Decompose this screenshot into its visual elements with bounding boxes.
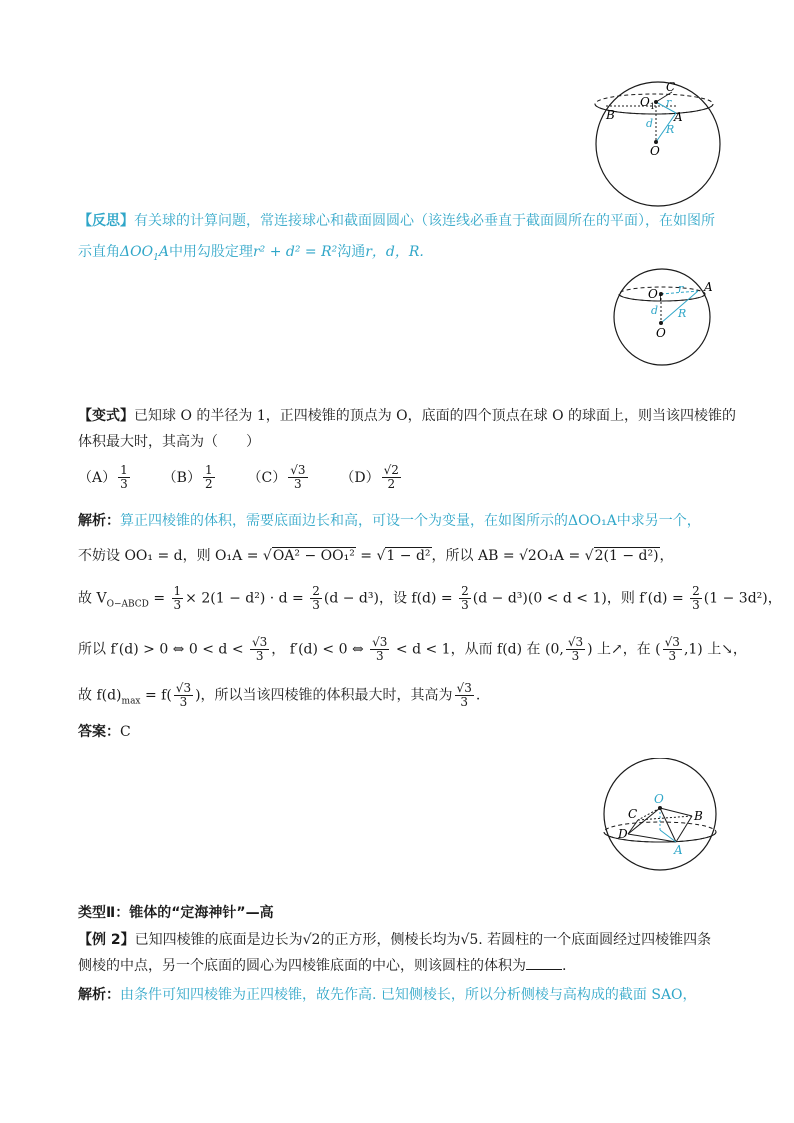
fig1-label-O: O [650,144,660,158]
bianshi-line-1 [78,406,736,426]
jiexi2-label: 解析： [78,987,120,1003]
fig1-label-d: d [646,117,654,130]
jiexi1-line-4: 所以 f′(d) > 0 ⇔ 0 < d < $\frac{√3}{3}$ ， f′(d) < 0 ⇔ $\frac{√3}{3}$ < d < 1，从而 f(d) 在 (0, $\frac{√3}{3}$ ) 上↗，在 ( $\frac{√3}{3}$ ,1) 上↘， [78,635,747,663]
answer-value: C [120,724,131,740]
sphere-figure-1 [590,75,730,215]
fig2-label-A: A [704,280,713,294]
sphere-figure-3 [598,758,724,874]
fansi-text-2a: 示直角 [78,244,120,260]
bianshi-line-2: 体积最大时，其高为（ ） [78,434,260,450]
section-heading: 类型Ⅱ：锥体的“定海神针”—高 [78,905,274,921]
answer-line [78,722,131,742]
li2-line-1: 【例 2】已知四棱锥的底面是边长为√2的正方形，侧棱长均为√5. 若圆柱的一个底面圆经过四棱锥四条 [78,932,712,948]
fig1-label-A: A [674,110,683,124]
fig2-label-R: R [678,307,687,320]
fansi-text-2c: 沟通 [337,244,366,260]
fig2-label-O: O [656,326,666,340]
fig1-label-R: R [666,123,675,136]
fansi-tag: 【反思】 [78,213,134,229]
jiexi1-line-3: 故 $V_{O-ABCD}$ = $\frac{1}{3}$ × 2(1 − d²) · d = $\frac{2}{3}$ (d − d³)，设 f(d) = $\frac{2}{3}$ (d − d³)(0 < d < 1)，则 f′(d) = $\frac{2}{3}$ (1 − 3d²)， [78,584,782,612]
fansi-equation: r² + d² = R² [252,244,338,260]
jiexi2-text: 由条件可知四棱锥为正四棱锥，故先作高. 已知侧棱长，所以分析侧棱与高构成的截面 SAO， [120,987,697,1003]
fansi-line-2 [78,242,424,268]
fansi-text-1: 有关球的计算问题，常连接球心和截面圆圆心（该连线必垂直于截面圆所在的平面），在如图所 [134,213,715,229]
option-B[interactable]: （B） $\frac{1}{2}$ [162,463,213,491]
jiexi1-line-1 [78,511,701,531]
fig1-label-r: r [666,96,672,109]
fansi-vars: r，d，R. [365,244,424,260]
jiexi2-line-1 [78,985,697,1005]
jiexi1-text: 算正四棱锥的体积，需要底面边长和高，可设一个为变量，在如图所示的ΔOO₁A中求另一个， [120,513,701,529]
bianshi-tag: 【变式】 [78,408,134,424]
sphere-figure-2 [608,267,722,373]
jiexi1-line-5: 故 $f(d)_{max} = f$( $\frac{√3}{3}$ )，所以当该四棱锥的体积最大时，其高为 $\frac{√3}{3}$ . [78,681,481,709]
fig3-label-B: B [694,809,703,823]
fig3-label-D: D [618,827,628,841]
li2-line-2: 侧棱的中点，另一个底面的圆心为四棱锥底面的中心，则该圆柱的体积为 . [78,958,567,974]
fig2-label-r: r [678,282,684,295]
fig1-label-C: C [666,80,676,94]
fig3-label-C: C [628,807,638,821]
li2-tag: 【例 2】 [78,932,135,948]
fansi-text-2b: 中用勾股定理 [168,244,253,260]
fig1-label-B: B [606,108,615,122]
jiexi1-label: 解析： [78,513,120,529]
fig1-label-O1: $O_1$ [640,95,655,111]
fig3-label-O: O [654,792,664,806]
bianshi-options [78,464,403,491]
fig2-label-O1: $O_1$ [648,287,663,303]
fansi-line-1 [78,211,715,231]
answer-label: 答案： [78,724,120,740]
fansi-triangle: $\Delta OO_1A$ [120,244,169,263]
fig3-label-A: A [674,843,683,857]
option-C[interactable]: （C） $\frac{√3}{3}$ [247,463,306,491]
option-A[interactable]: （A） $\frac{1}{3}$ [78,463,128,491]
answer-blank[interactable] [526,957,562,970]
jiexi1-line-2: 不妨设 OO₁ = d，则 O₁A = √OA² − OO₁² = √1 − d²，所以 AB = √2O₁A = √2(1 − d²)， [78,548,674,564]
fig2-label-d: d [651,304,659,317]
bianshi-text-1: 已知球 O 的半径为 1，正四棱锥的顶点为 O，底面的四个顶点在球 O 的球面上，则当该四棱锥的 [134,408,737,424]
option-D[interactable]: （D） $\frac{√2}{2}$ [340,463,399,491]
